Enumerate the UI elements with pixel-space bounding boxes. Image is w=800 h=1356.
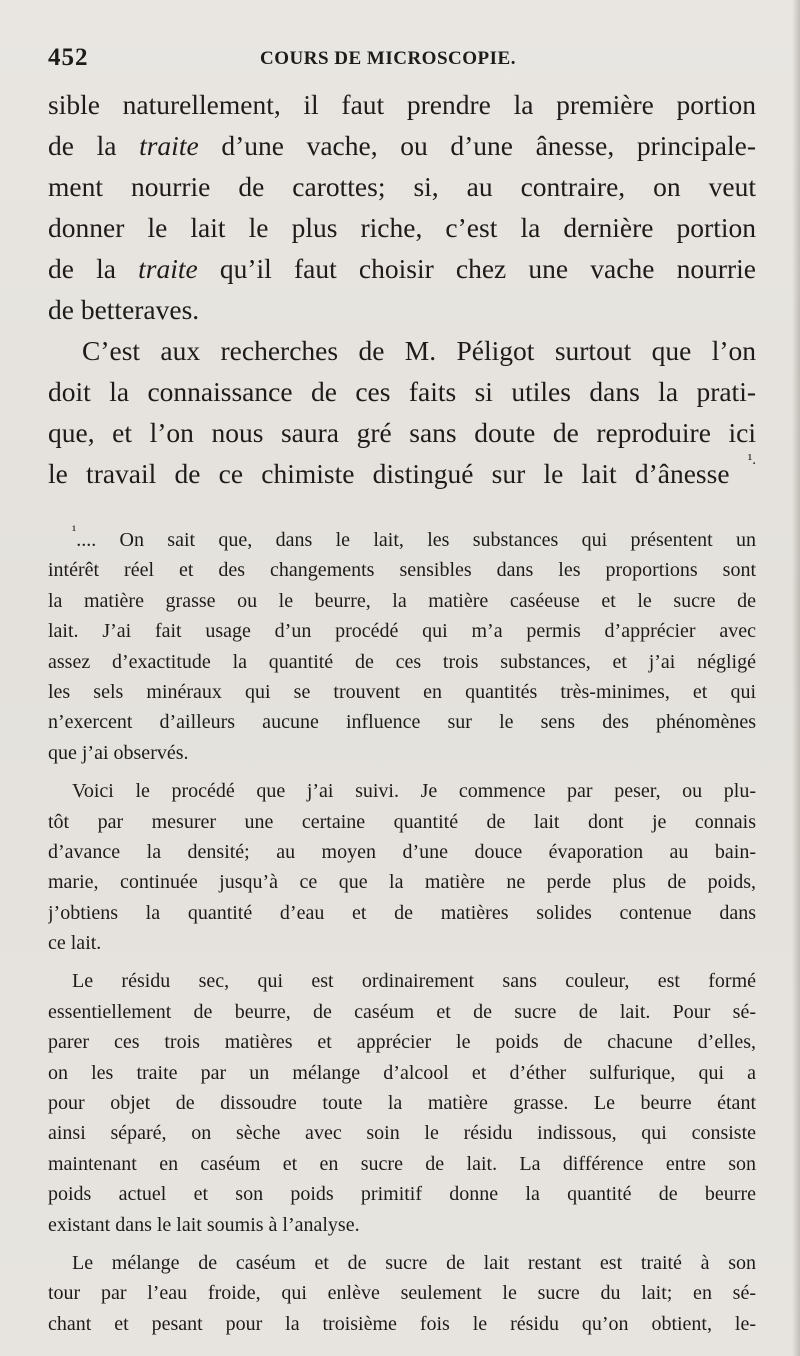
footnote-line: Voici le procédé que j’ai suivi. Je commence par peser, ou plu- bbox=[72, 780, 756, 803]
page-number: 452 bbox=[48, 44, 89, 71]
main-text-line-content: le travail de ce chimiste distingué sur le lait d’ânesse bbox=[48, 458, 730, 489]
main-text-line: C’est aux recherches de M. Péligot surtout que l’on bbox=[82, 335, 756, 366]
footnote-reference: ¹. bbox=[747, 453, 756, 468]
footnote-line: pour objet de dissoudre toute la matière grasse. Le beurre étant bbox=[48, 1092, 756, 1115]
footnote-line: d’avance la densité; au moyen d’une douce évaporation au bain- bbox=[48, 840, 756, 863]
main-text-line: donner le lait le plus riche, c’est la dernière portion bbox=[48, 212, 756, 243]
footnote-line: maintenant en caséum et en sucre de lait. La différence entre son bbox=[48, 1152, 756, 1175]
footnote-line: ainsi séparé, on sèche avec soin le résidu indissous, qui consiste bbox=[48, 1122, 756, 1145]
footnote-line: marie, continuée jusqu’à ce que la matière ne perde plus de poids, bbox=[48, 871, 756, 894]
paragraph-gap bbox=[48, 958, 756, 966]
italic-word: traite bbox=[138, 253, 198, 284]
main-text-line: sible naturellement, il faut prendre la première portion bbox=[48, 89, 756, 120]
footnote-line: tour par l’eau froide, qui enlève seulement le sucre du lait; en sé- bbox=[48, 1282, 756, 1305]
footnote-line: j’obtiens la quantité d’eau et de matières solides contenue dans bbox=[48, 901, 756, 924]
main-text-line: ment nourrie de carottes; si, au contraire, on veut bbox=[48, 171, 756, 202]
text-segment: qu’il faut choisir chez une vache nourrie bbox=[197, 253, 756, 284]
footnote-line: la matière grasse ou le beurre, la matière caséeuse et le sucre de bbox=[48, 589, 756, 612]
main-text bbox=[48, 84, 756, 494]
footnote-line: les sels minéraux qui se trouvent en quantités très-minimes, et qui bbox=[48, 680, 756, 703]
footnote-line: poids actuel et son poids primitif donne la quantité de beurre bbox=[48, 1183, 756, 1206]
italic-word: traite bbox=[139, 130, 199, 161]
footnote-line: chant et pesant pour la troisième fois le résidu qu’on obtient, le- bbox=[48, 1312, 756, 1335]
running-head bbox=[48, 44, 760, 80]
footnote-line: existant dans le lait soumis à l’analyse. bbox=[48, 1213, 360, 1236]
running-title: COURS DE MICROSCOPIE. bbox=[260, 48, 516, 69]
footnote-line: n’exercent d’ailleurs aucune influence sur le sens des phénomènes bbox=[48, 711, 756, 734]
footnote-line: on les traite par un mélange d’alcool et d’éther sulfurique, qui a bbox=[48, 1061, 756, 1084]
page-edge-shadow bbox=[792, 0, 800, 1356]
main-text-line bbox=[48, 125, 756, 166]
footnote-line-content: .... On sait que, dans le lait, les substances qui présentent un bbox=[76, 529, 756, 551]
footnote bbox=[48, 525, 756, 1339]
footnote-line: parer ces trois matières et apprécier le poids de chacune d’elles, bbox=[48, 1031, 756, 1054]
footnote-line: que j’ai observés. bbox=[48, 741, 189, 764]
footnote-line: ce lait. bbox=[48, 932, 102, 955]
footnote-marker: ¹ bbox=[72, 525, 77, 539]
footnote-line: lait. J’ai fait usage d’un procédé qui m’a permis d’apprécier avec bbox=[48, 620, 756, 643]
footnote-line: Le résidu sec, qui est ordinairement sans couleur, est formé bbox=[72, 970, 756, 993]
footnote-line: intérêt réel et des changements sensibles dans les proportions sont bbox=[48, 559, 756, 582]
paragraph-gap bbox=[48, 768, 756, 776]
footnote-line: essentiellement de beurre, de caséum et de sucre de lait. Pour sé- bbox=[48, 1000, 756, 1023]
footnote-line: tôt par mesurer une certaine quantité de lait dont je connais bbox=[48, 810, 756, 833]
text-segment: de la bbox=[48, 130, 140, 161]
footnote-line: assez d’exactitude la quantité de ces trois substances, et j’ai négligé bbox=[48, 650, 756, 673]
footnote-line bbox=[48, 525, 756, 555]
main-text-line bbox=[48, 248, 756, 289]
footnote-line: Le mélange de caséum et de sucre de lait restant est traité à son bbox=[72, 1251, 756, 1274]
main-text-line: doit la connaissance de ces faits si utiles dans la prati- bbox=[48, 376, 756, 407]
text-segment: d’une vache, ou d’une ânesse, principale- bbox=[198, 130, 756, 161]
text-segment: de la bbox=[48, 253, 139, 284]
main-text-line bbox=[48, 453, 756, 494]
paragraph-gap bbox=[48, 1240, 756, 1248]
main-text-line: que, et l’on nous saura gré sans doute de reproduire ici bbox=[48, 417, 756, 448]
main-text-line: de betteraves. bbox=[48, 294, 200, 325]
